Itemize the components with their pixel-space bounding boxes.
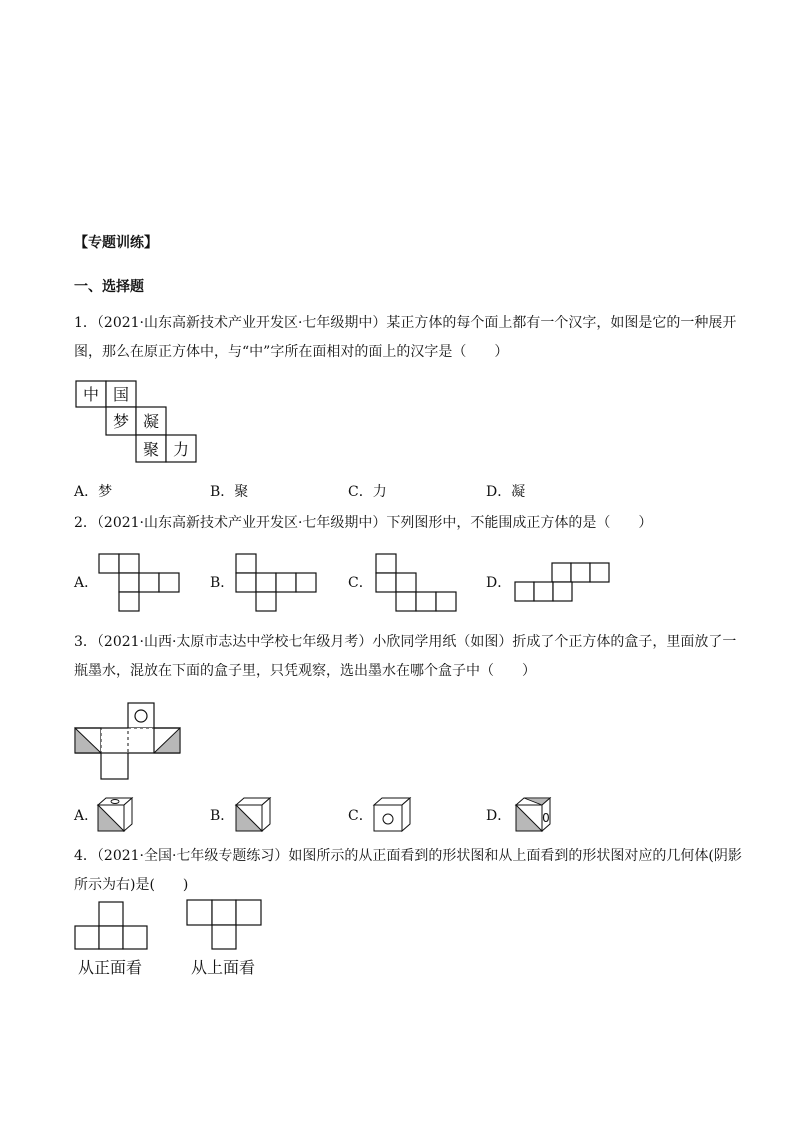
q4-top-view-figure (186, 899, 264, 951)
q3-cube-net-figure (74, 702, 184, 782)
q3-text-line2: 瓶墨水，混放在下面的盒子里，只凭观察，选出墨水在哪个盒子中（ ） (74, 663, 536, 679)
q3-option-d-box[interactable] (514, 797, 554, 833)
q3-option-b-box[interactable] (234, 797, 272, 833)
q2-option-c-net[interactable] (375, 553, 459, 613)
q3-text-line1: 3．（2021·山西·太原市志达中学校七年级月考）小欣同学用纸（如图）折成了个正方体的盒子，里面放了一 (74, 634, 737, 650)
q2-option-d-net[interactable] (514, 562, 612, 604)
net-char-ning: 凝 (142, 412, 160, 431)
q4-front-view-figure (74, 901, 150, 951)
q4-front-view-label: 从正面看 (78, 958, 143, 977)
q3-option-d-label[interactable]: D． (486, 808, 512, 824)
q4-text-line2: 所示为右)是( ) (74, 877, 189, 893)
q2-option-b-net[interactable] (235, 553, 319, 613)
q3-option-c-box[interactable] (372, 797, 412, 833)
q2-option-a-net[interactable] (98, 553, 182, 613)
q2-text-line1: 2．（2021·山东高新技术产业开发区·七年级期中）下列图形中，不能围成正方体的是（ ） (74, 515, 653, 531)
section-title: 一、选择题 (74, 279, 144, 295)
q4-text-line1: 4．（2021·全国·七年级专题练习）如图所示的从正面看到的形状图和从上面看到的形状图对应的几何体(阴影 (74, 848, 742, 864)
q1-option-d[interactable]: D．凝 (486, 484, 526, 500)
q2-option-b-label[interactable]: B． (210, 575, 235, 591)
q1-text-line2: 图，那么在原正方体中，与“中”字所在面相对的面上的汉字是（ ） (74, 344, 509, 360)
q2-option-c-label[interactable]: C． (348, 575, 373, 591)
q3-option-b-label[interactable]: B． (210, 808, 235, 824)
q3-option-a-box[interactable] (96, 797, 134, 833)
net-char-guo: 国 (112, 385, 130, 404)
q1-cube-net-figure (75, 380, 200, 465)
q1-option-a[interactable]: A．梦 (74, 484, 113, 500)
q1-option-c[interactable]: C．力 (348, 484, 387, 500)
net-char-meng: 梦 (112, 412, 130, 431)
q2-option-a-label[interactable]: A． (74, 575, 99, 591)
q3-option-c-label[interactable]: C． (348, 808, 373, 824)
net-char-zhong: 中 (82, 385, 100, 404)
q3-option-d-mark: 0 (542, 811, 550, 825)
circle-mark-icon (135, 710, 147, 722)
q1-option-b[interactable]: B．聚 (210, 484, 249, 500)
section-header: 【专题训练】 (74, 235, 158, 251)
q3-option-a-label[interactable]: A． (74, 808, 99, 824)
q4-top-view-label: 从上面看 (191, 958, 256, 977)
net-char-li: 力 (172, 440, 190, 459)
net-char-ju: 聚 (142, 440, 160, 459)
q1-text-line1: 1．（2021·山东高新技术产业开发区·七年级期中）某正方体的每个面上都有一个汉字，如图是它的一种展开 (74, 315, 737, 331)
q2-option-d-label[interactable]: D． (486, 575, 512, 591)
